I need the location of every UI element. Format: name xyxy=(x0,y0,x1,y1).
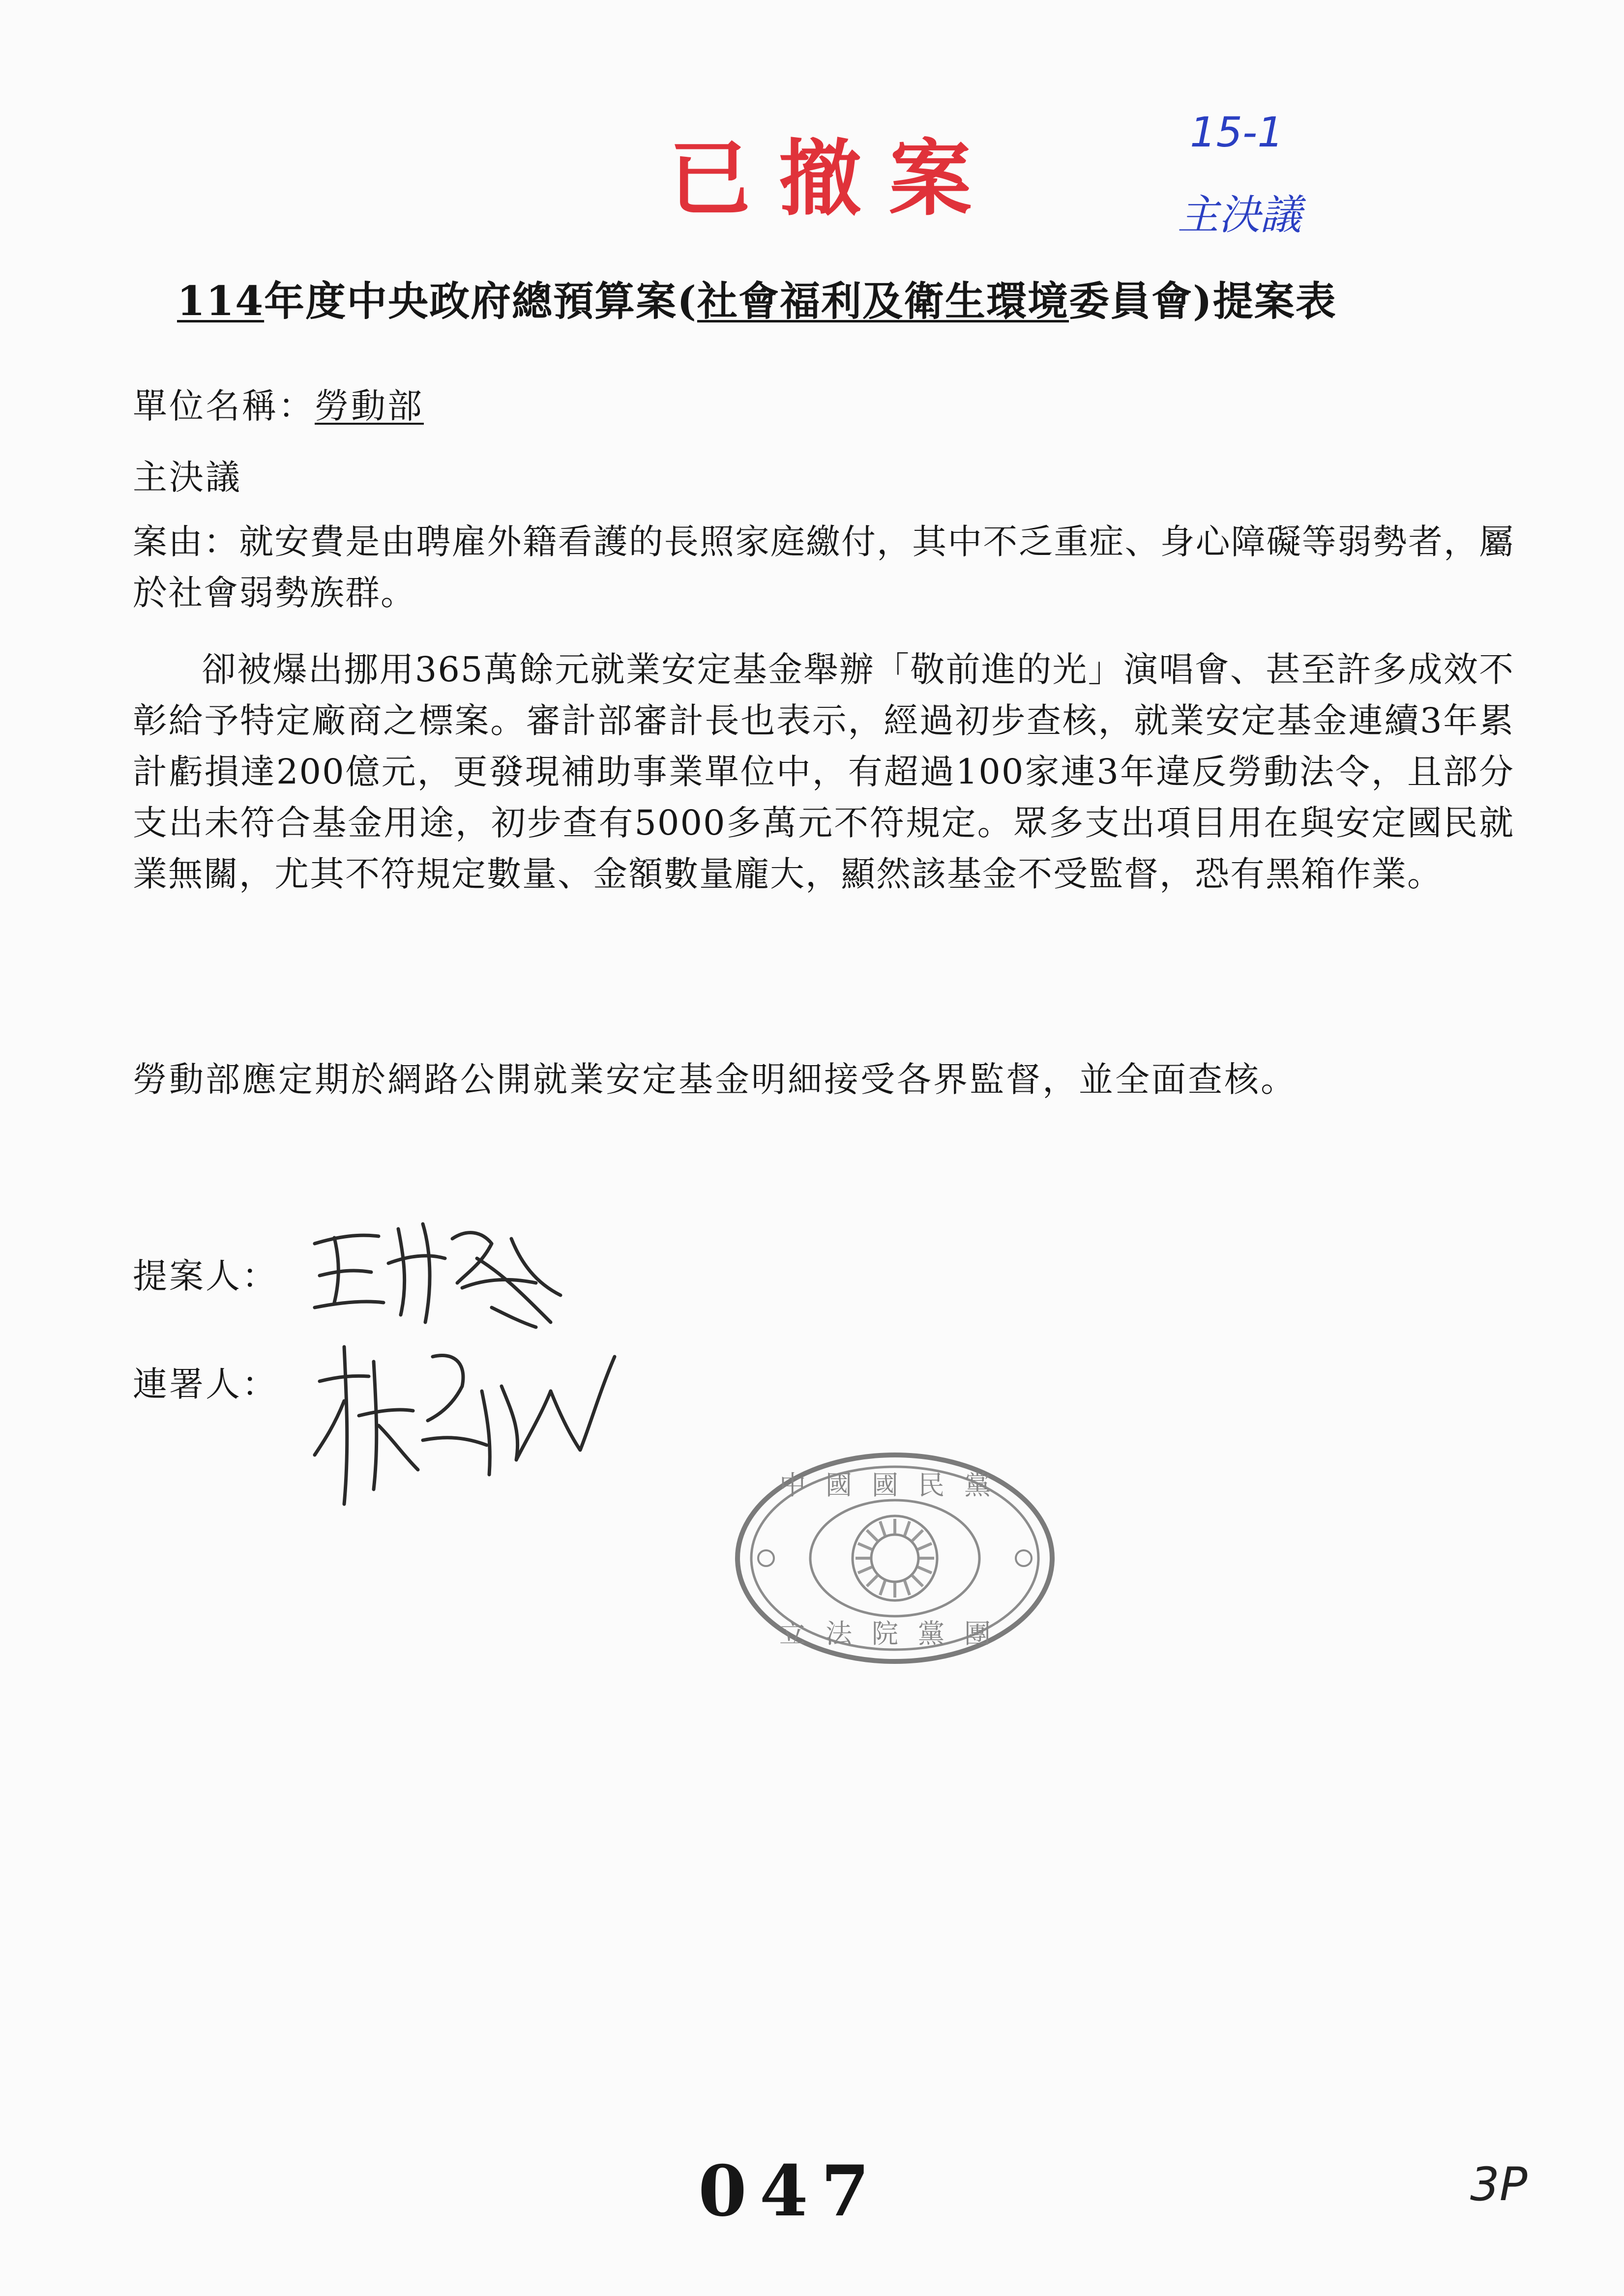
resolution-text: 勞動部應定期於網路公開就業安定基金明細接受各界監督，並全面查核。 xyxy=(133,1059,1297,1100)
handwritten-number: 15-1 xyxy=(1190,108,1284,156)
resolution-type: 主決議 xyxy=(133,457,242,497)
page-title xyxy=(177,269,1337,327)
title-year: 114 xyxy=(177,278,265,325)
proposer-label: 提案人： xyxy=(133,1256,278,1296)
seal-bottom-text: 立法院黨團 xyxy=(779,1618,1010,1649)
withdrawn-stamp: 已撤案 xyxy=(669,130,999,227)
party-caucus-seal xyxy=(723,1435,1067,1691)
handwritten-note: 主決議 xyxy=(1178,191,1302,239)
proposer-signature xyxy=(305,1209,580,1337)
case-body: 卻被爆出挪用365萬餘元就業安定基金舉辦「敬前進的光」演唱會、甚至許多成效不彰給予特定廠商之標案。審計部審計長也表示，經過初步查核，就業安定基金連續3年累計虧損達200億元，更發現補助事業單位中，有超過100家連3年違反勞動法令，且部分支出未符合基金用途，初步查有5000多萬元不符規定。眾多支出項目用在與安定國民就業無關，尤其不符規定數量、金額數量龐大，顯然該基金不受監督，恐有黑箱作業。 xyxy=(133,649,1514,894)
unit-row xyxy=(133,378,424,428)
page-number: 047 xyxy=(698,2151,883,2232)
case-reason: 案由：就安費是由聘雇外籍看護的長照家庭繳付，其中不乏重症、身心障礙等弱勢者，屬於社會弱勢族群。 xyxy=(133,522,1514,613)
cosigner-signature xyxy=(305,1327,629,1514)
title-pre: 年度中央政府總預算案( xyxy=(264,278,697,325)
seal-top-text: 中國國民黨 xyxy=(779,1470,1010,1501)
unit-label: 單位名稱： xyxy=(133,386,315,426)
title-committee: 社會福利及衛生環境 xyxy=(697,278,1069,325)
title-post: 委員會)提案表 xyxy=(1069,278,1337,325)
unit-value: 勞動部 xyxy=(315,386,424,426)
cosigner-label: 連署人： xyxy=(133,1364,278,1404)
corner-note: 3P xyxy=(1470,2158,1528,2211)
